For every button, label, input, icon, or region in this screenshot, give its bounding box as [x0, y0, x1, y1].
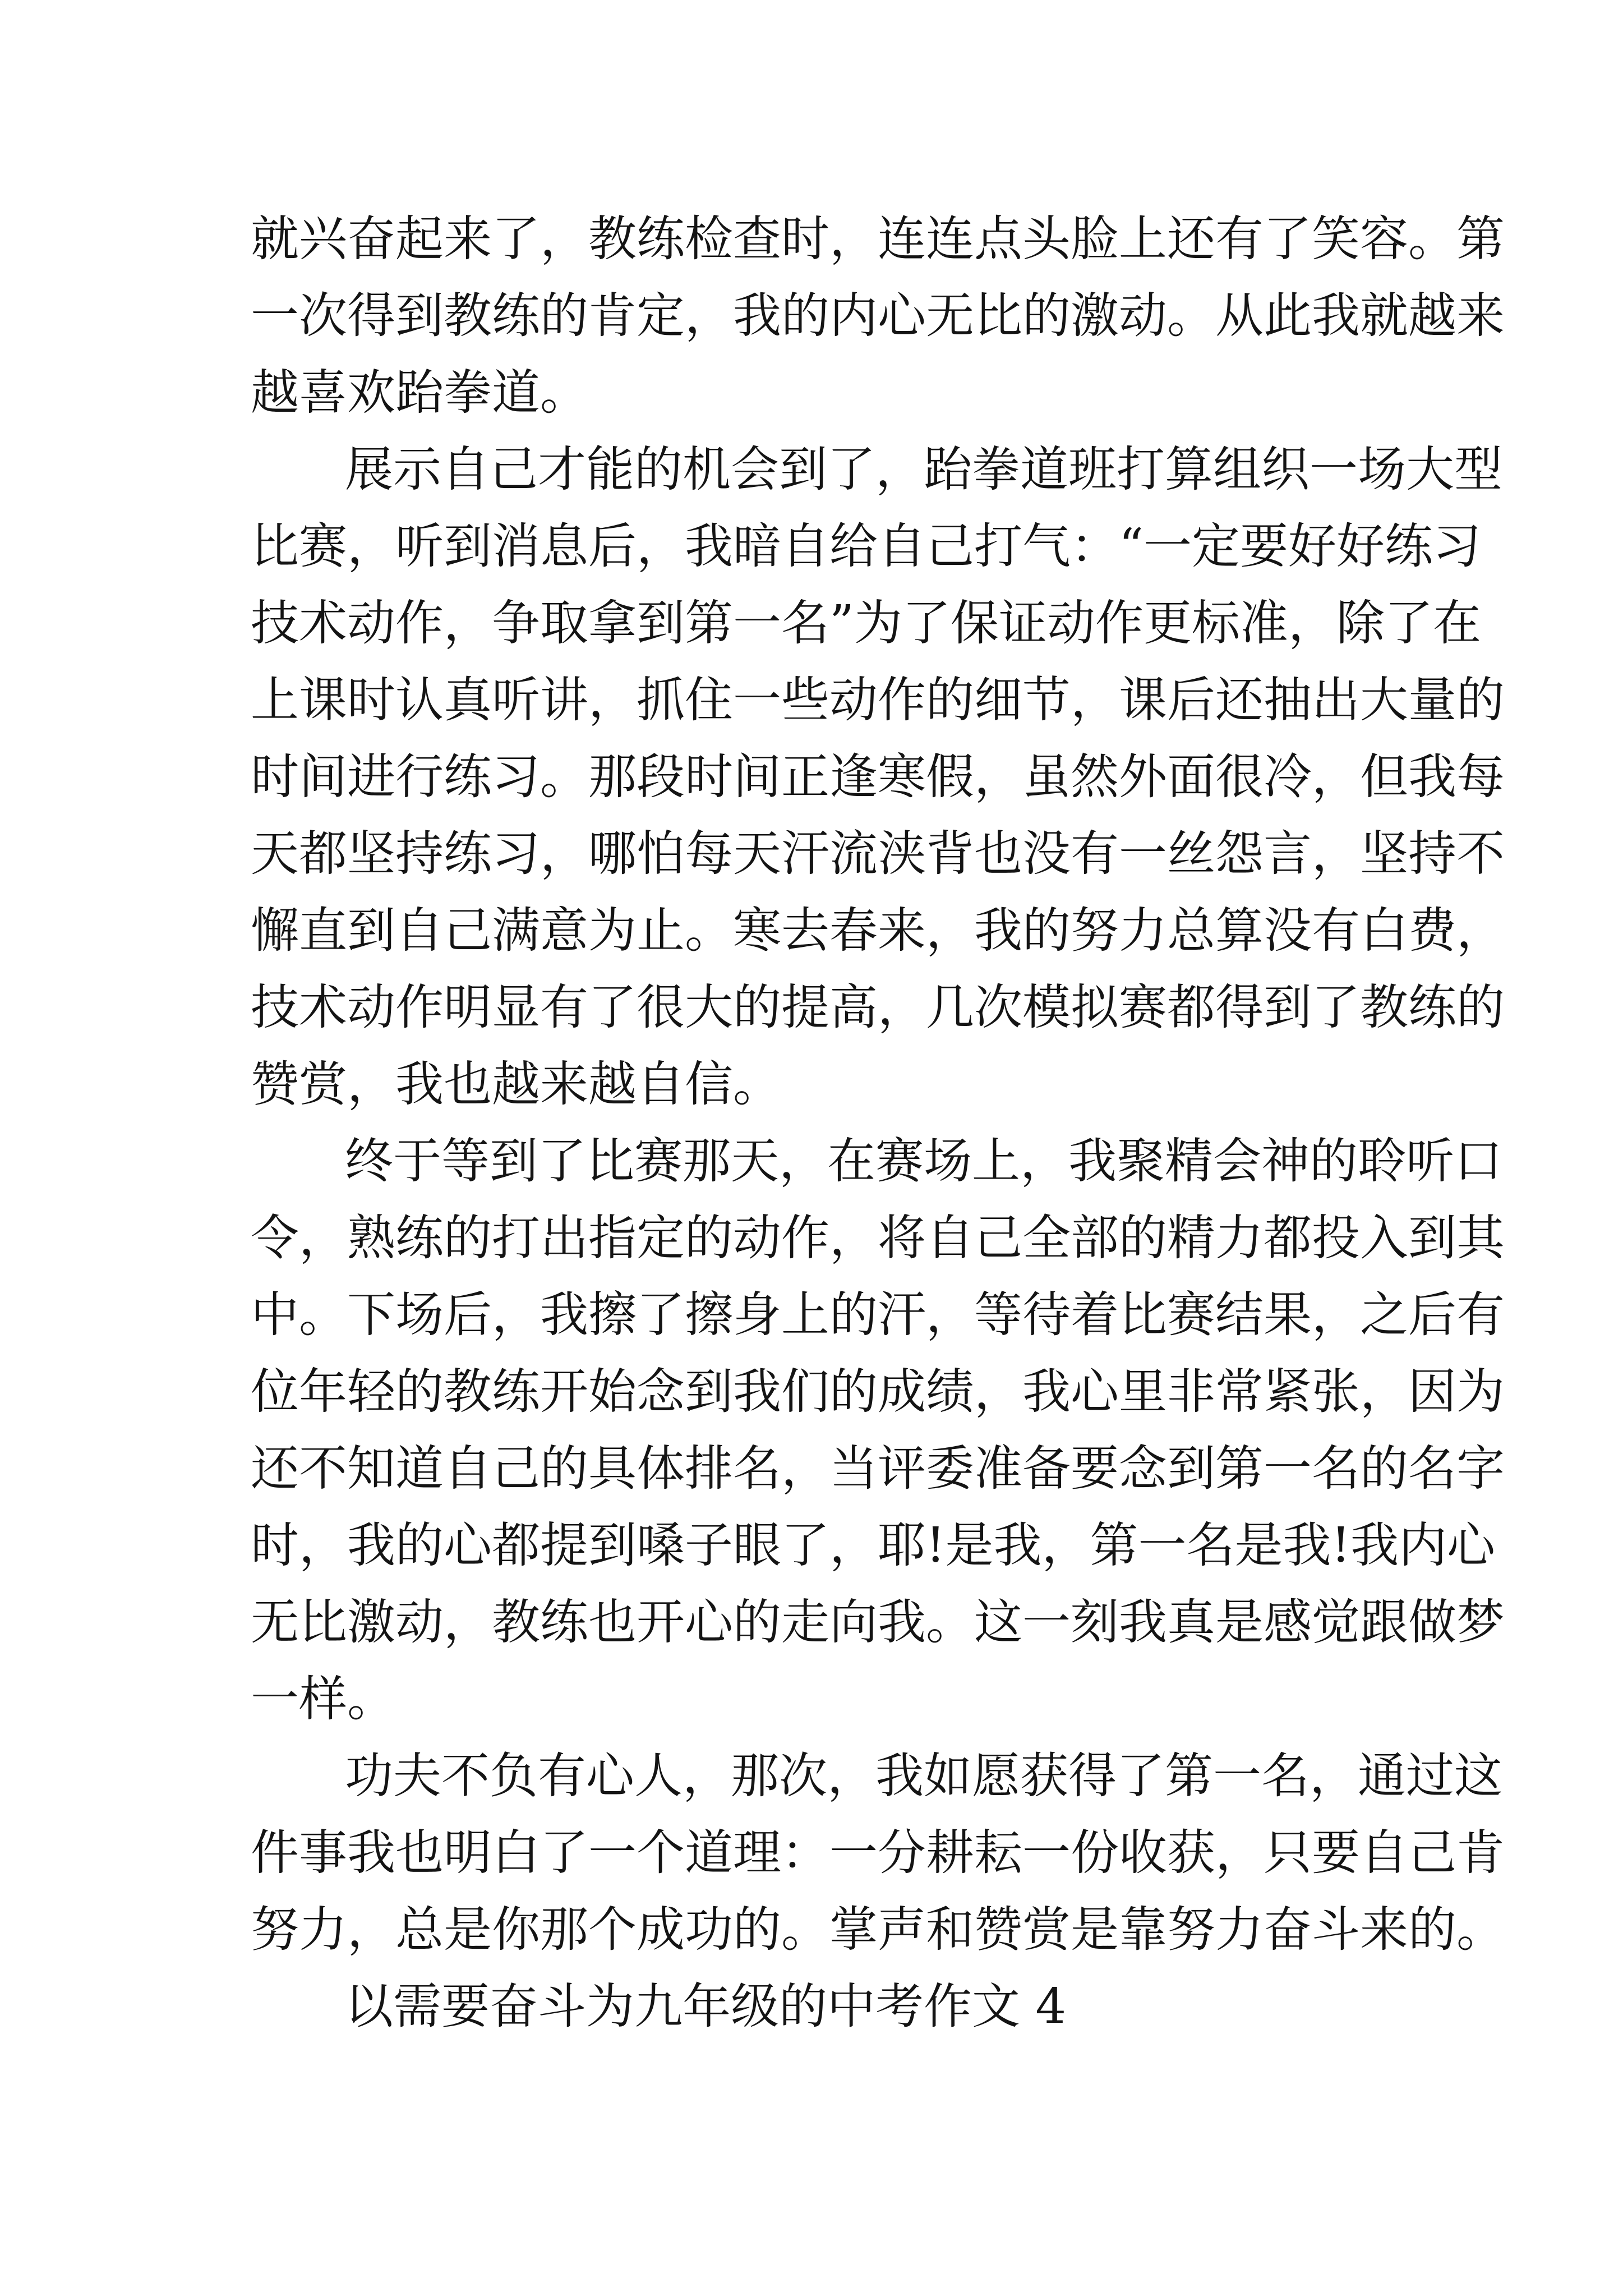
- text-line: 一次得到教练的肯定，我的内心无比的激动。从此我就越来: [251, 288, 1505, 344]
- text-line: 终于等到了比赛那天，在赛场上，我聚精会神的聆听口: [345, 1133, 1502, 1189]
- text-line: 努力，总是你那个成功的。掌声和赞赏是靠努力奋斗来的。: [251, 1902, 1505, 1958]
- section-heading: 以需要奋斗为九年级的中考作文 4: [345, 1978, 1067, 2035]
- text-line: 展示自己才能的机会到了，跆拳道班打算组织一场大型: [345, 441, 1502, 498]
- text-line: 无比激动，教练也开心的走向我。这一刻我真是感觉跟做梦: [251, 1594, 1505, 1650]
- text-line: 时间进行练习。那段时间正逢寒假，虽然外面很冷，但我每: [251, 749, 1505, 805]
- essay-body: [251, 201, 1505, 2045]
- paragraph-1: [251, 201, 1505, 431]
- text-line: 中。下场后，我擦了擦身上的汗，等待着比赛结果，之后有: [251, 1287, 1505, 1343]
- text-line: 一样。: [251, 1671, 395, 1727]
- text-line: 懈直到自己满意为止。寒去春来，我的努力总算没有白费，: [251, 903, 1505, 959]
- text-line: 越喜欢跆拳道。: [251, 365, 588, 421]
- text-line: 件事我也明白了一个道理：一分耕耘一份收获，只要自己肯: [251, 1825, 1505, 1881]
- section-heading-block: [251, 1968, 1406, 2045]
- text-line: 时，我的心都提到嗓子眼了，耶!是我，第一名是我!我内心: [251, 1517, 1496, 1573]
- text-line: 就兴奋起来了，教练检查时，连连点头脸上还有了笑容。第: [251, 211, 1505, 267]
- paragraph-3: [251, 1123, 1505, 1738]
- text-line: 上课时认真听讲，抓住一些动作的细节，课后还抽出大量的: [251, 672, 1505, 728]
- text-line: 功夫不负有心人，那次，我如愿获得了第一名，通过这: [345, 1748, 1502, 1804]
- text-line: 天都坚持练习，哪怕每天汗流浃背也没有一丝怨言，坚持不: [251, 826, 1505, 882]
- text-line: 位年轻的教练开始念到我们的成绩，我心里非常紧张，因为: [251, 1364, 1505, 1420]
- paragraph-2: [251, 431, 1505, 1123]
- text-line: 赞赏，我也越来越自信。: [251, 1056, 781, 1112]
- text-line: 技术动作，争取拿到第一名”为了保证动作更标准，除了在: [251, 595, 1481, 651]
- text-line: 还不知道自己的具体排名，当评委准备要念到第一名的名字: [251, 1441, 1505, 1497]
- paragraph-4: [251, 1738, 1505, 1968]
- text-line: 比赛，听到消息后，我暗自给自己打气：“一定要好好练习: [251, 518, 1481, 574]
- text-line: 技术动作明显有了很大的提高，几次模拟赛都得到了教练的: [251, 979, 1505, 1036]
- text-line: 令，熟练的打出指定的动作，将自己全部的精力都投入到其: [251, 1210, 1505, 1266]
